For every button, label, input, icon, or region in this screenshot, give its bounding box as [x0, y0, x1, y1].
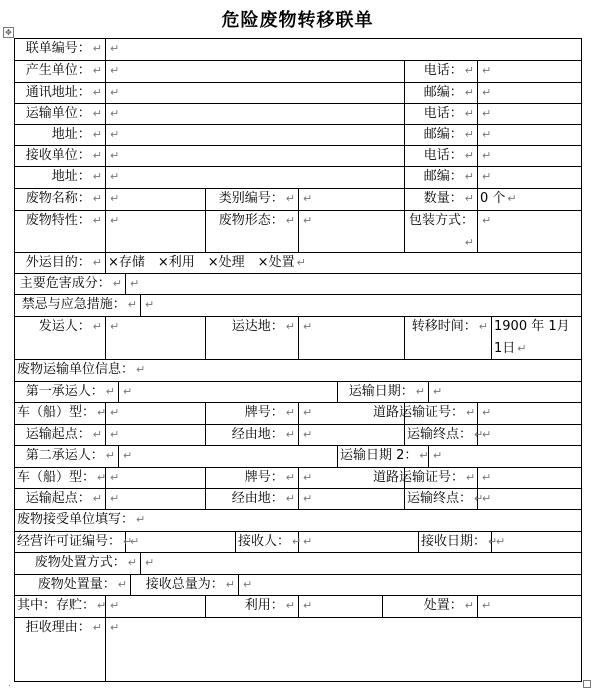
transfer-time-label: 转移时间： ↵	[411, 319, 488, 334]
utilization-value[interactable]: ↵	[303, 599, 313, 612]
transport-date-label: 运输日期： ↵	[348, 384, 425, 399]
plate-label: 牌号： ↵	[244, 470, 295, 485]
disposal-method-label: 废物处置方式： ↵	[34, 555, 137, 570]
vehicle-label: 车（船）型： ↵	[17, 470, 107, 485]
receiver-value[interactable]: ↵	[110, 149, 120, 162]
plate-value[interactable]: ↵	[303, 471, 313, 484]
producer-address-label: 通讯地址： ↵	[25, 85, 102, 100]
total-received-value[interactable]: ↵	[243, 578, 253, 591]
table-rule	[581, 38, 582, 682]
rejection-reason-label: 拒收理由： ↵	[25, 620, 102, 635]
waste-name-label: 废物名称： ↵	[25, 191, 102, 206]
license-no-value[interactable]: ↵	[130, 535, 140, 548]
vehicle-value[interactable]: ↵	[110, 406, 120, 419]
plate-value[interactable]: ↵	[303, 406, 313, 419]
transfer-time-value[interactable]: 1900 年 1月 1日 ↵	[494, 319, 570, 356]
road-permit-label: 道路运输证号： ↵	[373, 405, 476, 420]
second-carrier-value[interactable]: ↵	[123, 449, 133, 462]
purpose-label: 外运目的： ↵	[25, 255, 102, 270]
utilization-label: 利用： ↵	[244, 598, 295, 613]
quantity-label: 数量： ↵	[423, 191, 474, 206]
road-permit-label: 道路运输证号： ↵	[373, 470, 476, 485]
end-of-cell-icon	[583, 680, 591, 688]
transporter-label: 运输单位： ↵	[25, 106, 102, 121]
vehicle-value[interactable]: ↵	[110, 471, 120, 484]
start-point-value[interactable]: ↵	[110, 428, 120, 441]
end-point-label: 运输终点： ↵	[407, 427, 484, 442]
start-point-label: 运输起点： ↵	[25, 491, 102, 506]
end-point-value[interactable]: ↵	[482, 492, 492, 505]
producer-post-value[interactable]: ↵	[482, 86, 492, 99]
road-permit-value[interactable]: ↵	[482, 406, 492, 419]
receiver-label: 接收单位： ↵	[25, 148, 102, 163]
receiver-address-label: 地址： ↵	[51, 169, 102, 184]
transport-date-2-label: 运输日期 2： ↵	[340, 448, 429, 463]
transporter-value[interactable]: ↵	[110, 107, 120, 120]
packaging-value[interactable]: ↵	[482, 214, 492, 227]
via-value[interactable]: ↵	[303, 492, 313, 505]
purpose-options[interactable]: ×存储 ×利用 ×处理 ×处置 ↵	[108, 255, 306, 270]
main-hazard-label: 主要危害成分： ↵	[19, 276, 122, 291]
waste-form-value[interactable]: ↵	[303, 214, 313, 227]
start-point-value[interactable]: ↵	[110, 492, 120, 505]
storage-label: 其中：存贮： ↵	[17, 598, 107, 613]
license-no-label: 经营许可证编号： ↵	[17, 534, 133, 549]
waste-form-label: 废物形态： ↵	[218, 213, 295, 228]
receiver-person-label: 接收人： ↵	[238, 534, 302, 549]
receive-date-label: 接收日期： ↵	[421, 534, 498, 549]
receiver-person-value[interactable]: ↵	[303, 535, 313, 548]
main-hazard-value[interactable]: ↵	[130, 277, 140, 290]
category-code-label: 类别编号： ↵	[218, 191, 295, 206]
taboo-emergency-label: 禁忌与应急措施： ↵	[21, 297, 137, 312]
producer-phone-value[interactable]: ↵	[482, 64, 492, 77]
rejection-reason-value[interactable]: ↵	[110, 621, 120, 634]
shipper-value[interactable]: ↵	[110, 320, 120, 333]
transport-info-heading: 废物运输单位信息： ↵	[17, 362, 146, 377]
waste-name-value[interactable]: ↵	[110, 192, 120, 205]
vehicle-label: 车（船）型： ↵	[17, 405, 107, 420]
producer-label: 产生单位： ↵	[25, 63, 102, 78]
producer-address-value[interactable]: ↵	[110, 86, 120, 99]
road-permit-value[interactable]: ↵	[482, 471, 492, 484]
table-rule	[14, 681, 582, 682]
packaging-label: 包装方式：↵	[408, 213, 474, 249]
transporter-phone-value[interactable]: ↵	[482, 107, 492, 120]
producer-post-label: 邮编： ↵	[423, 85, 474, 100]
via-value[interactable]: ↵	[303, 428, 313, 441]
waste-property-value[interactable]: ↵	[110, 214, 120, 227]
footnote: .	[8, 679, 11, 689]
via-label: 经由地： ↵	[231, 427, 295, 442]
disposal-label: 处置： ↵	[423, 598, 474, 613]
receiver-phone-value[interactable]: ↵	[482, 149, 492, 162]
transporter-post-label: 邮编： ↵	[423, 127, 474, 142]
receiver-address-value[interactable]: ↵	[110, 170, 120, 183]
disposal-amount-label: 废物处置量： ↵	[37, 577, 127, 592]
receiver-fill-heading: 废物接受单位填写： ↵	[17, 512, 146, 527]
destination-value[interactable]: ↵	[303, 320, 313, 333]
second-carrier-label: 第二承运人： ↵	[25, 448, 115, 463]
waste-property-label: 废物特性： ↵	[25, 213, 102, 228]
producer-value[interactable]: ↵	[110, 64, 120, 77]
first-carrier-label: 第一承运人： ↵	[25, 384, 115, 399]
transporter-address-label: 地址： ↵	[51, 127, 102, 142]
receiver-post-label: 邮编： ↵	[423, 169, 474, 184]
transport-date-value[interactable]: ↵	[433, 385, 443, 398]
category-code-value[interactable]: ↵	[303, 192, 313, 205]
start-point-label: 运输起点： ↵	[25, 427, 102, 442]
taboo-emergency-value[interactable]: ↵	[145, 298, 155, 311]
producer-phone-label: 电话： ↵	[423, 63, 474, 78]
receive-date-value[interactable]: ↵	[496, 535, 506, 548]
transporter-address-value[interactable]: ↵	[110, 128, 120, 141]
disposal-method-value[interactable]: ↵	[145, 556, 155, 569]
transporter-phone-label: 电话： ↵	[423, 106, 474, 121]
first-carrier-value[interactable]: ↵	[123, 385, 133, 398]
shipper-label: 发运人： ↵	[38, 319, 102, 334]
end-point-value[interactable]: ↵	[482, 428, 492, 441]
plate-label: 牌号： ↵	[244, 405, 295, 420]
manifest-no-value[interactable]: ↵	[110, 42, 120, 55]
total-received-label: 接收总量为： ↵	[145, 577, 235, 592]
receiver-post-value[interactable]: ↵	[482, 170, 492, 183]
storage-value[interactable]: ↵	[110, 599, 120, 612]
transporter-post-value[interactable]: ↵	[482, 128, 492, 141]
end-point-label: 运输终点： ↵	[407, 491, 484, 506]
table-anchor-icon[interactable]: ✥	[3, 27, 14, 38]
manifest-no-label: 联单编号： ↵	[25, 41, 102, 56]
disposal-value[interactable]: ↵	[482, 599, 492, 612]
via-label: 经由地： ↵	[231, 491, 295, 506]
quantity-value[interactable]: 0 个 ↵	[480, 191, 517, 206]
destination-label: 运达地： ↵	[231, 319, 295, 334]
receiver-phone-label: 电话： ↵	[423, 148, 474, 163]
transport-date-2-value[interactable]: ↵	[433, 449, 443, 462]
page-title: 危险废物转移联单	[221, 10, 374, 31]
